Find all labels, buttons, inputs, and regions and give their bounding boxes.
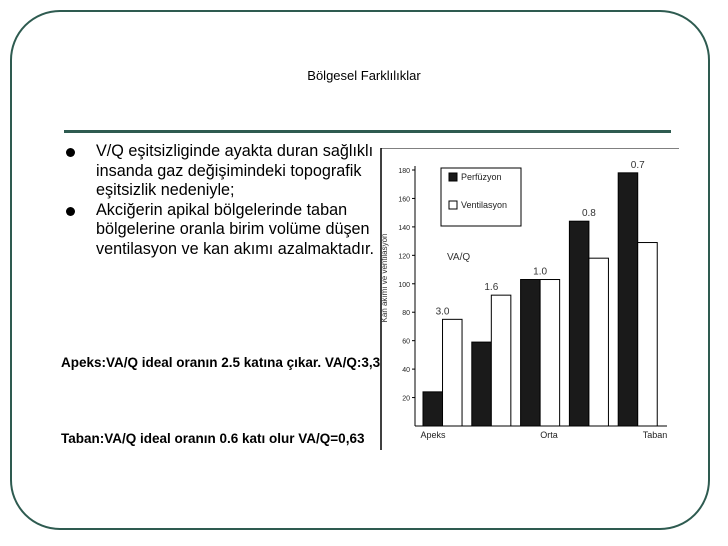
vaq-annotation: VA/Q (447, 252, 471, 263)
ratio-label: 1.0 (533, 266, 548, 278)
perfusion-bar (521, 280, 541, 426)
x-axis-label: Taban (642, 430, 668, 440)
x-axis-label: Orta (540, 430, 558, 440)
legend-label: Ventilasyon (461, 200, 508, 210)
ventilation-bar (638, 243, 658, 426)
perfusion-bar (569, 221, 589, 426)
ratio-label: 1.6 (484, 282, 499, 294)
apex-note: Apeks:VA/Q ideal oranın 2.5 katına çıkar. VA/Q:3,3 (61, 355, 381, 370)
y-axis-label: Kan akımı ve ventilasyon (380, 233, 389, 323)
bullet-dot-icon (66, 148, 75, 157)
y-tick-label: 140 (398, 224, 410, 232)
y-axis (398, 168, 415, 403)
bullet-text: V/Q eşitsizliginde ayakta duran sağlıklı insanda gaz değişimindeki topografik eşitsizlik nedeniyle; (96, 142, 374, 199)
base-note: Taban:VA/Q ideal oranın 0.6 katı olur VA/Q=0,63 (61, 431, 365, 446)
ratio-label: 0.7 (630, 159, 645, 171)
ventilation-bar (443, 319, 463, 426)
y-tick-label: 60 (402, 338, 410, 346)
ventilation-bar (589, 258, 609, 426)
bullet-item (66, 201, 386, 260)
bullet-list (66, 142, 386, 259)
perfusion-swatch (449, 173, 457, 181)
y-tick-label: 20 (402, 395, 410, 403)
y-tick-label: 40 (402, 367, 410, 375)
bullet-dot-icon (66, 207, 75, 216)
y-tick-label: 160 (398, 196, 410, 204)
ratio-label: 3.0 (435, 306, 450, 318)
perfusion-bar (618, 173, 638, 426)
y-tick-label: 180 (398, 168, 410, 175)
y-tick-label: 80 (402, 310, 410, 318)
perfusion-bar (423, 392, 443, 426)
ventilation-bar (491, 295, 511, 426)
y-tick-label: 100 (398, 281, 410, 289)
title-divider (64, 130, 671, 133)
chart-container (379, 148, 679, 450)
perfusion-bar (472, 342, 492, 426)
chart-legend (441, 168, 521, 226)
ratio-label: 0.8 (581, 208, 596, 220)
legend-label: Perfüzyon (461, 172, 502, 182)
x-axis-label: Apeks (420, 430, 446, 440)
ventilation-bar (540, 280, 560, 426)
bullet-item (66, 142, 386, 201)
slide-title: Bölgesel Farklılıklar (307, 68, 421, 83)
bullet-text: Akciğerin apikal bölgelerinde taban bölgelerine oranla birim volüme düşen ventilasyon ve kan akımı azalmaktadır. (96, 200, 375, 258)
ventilation-swatch (449, 201, 457, 209)
y-tick-label: 120 (398, 253, 410, 261)
vq-bar-chart (379, 148, 679, 450)
x-axis (420, 430, 667, 440)
